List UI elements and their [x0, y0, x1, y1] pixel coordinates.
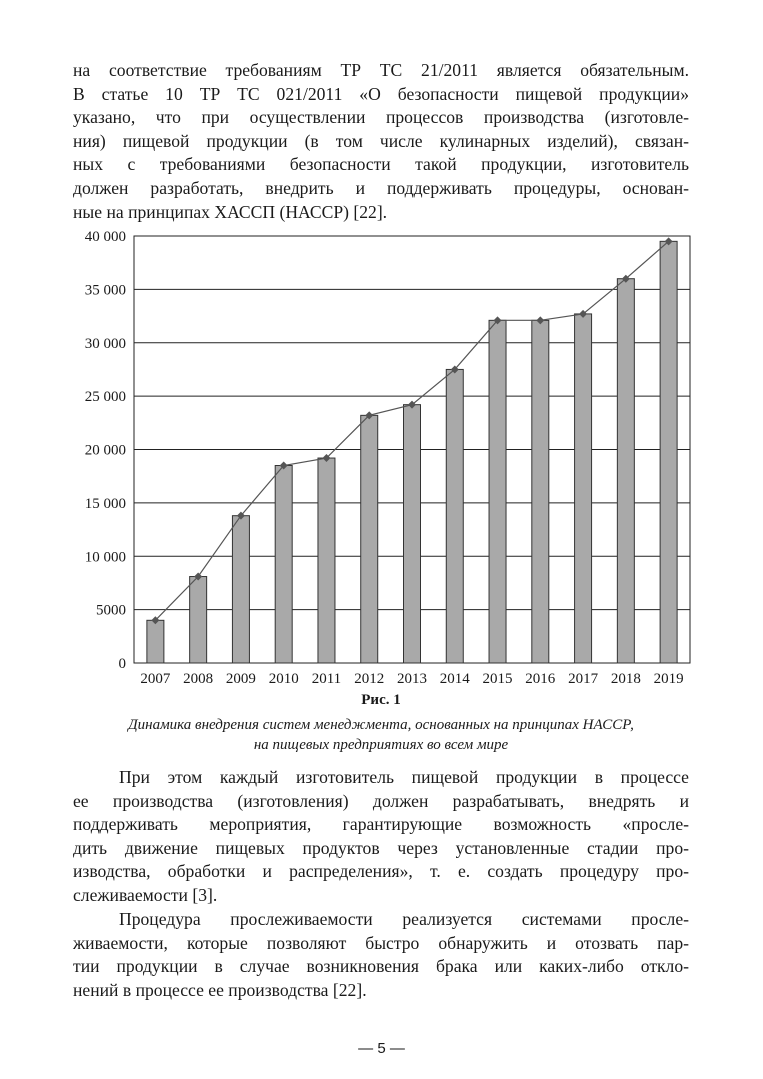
paragraph-2 [73, 766, 689, 908]
text-line: дить движение пищевых продуктов через установленные стадии про- [73, 837, 689, 858]
text-line: указано, что при осуществлении процессов производства (изготовле- [73, 107, 689, 128]
y-tick-label: 35 000 [84, 282, 126, 299]
text-line: В статье 10 ТР ТС 021/2011 «О безопасности пищевой продукции» [73, 83, 689, 104]
text-line: тии продукции в случае возникновения брака или каких-либо откло- [73, 956, 689, 977]
x-tick-label: 2008 [183, 671, 214, 687]
figure-caption [60, 715, 702, 755]
bar [489, 320, 506, 663]
y-tick-label: 25 000 [84, 389, 126, 406]
bar [660, 241, 677, 663]
text-line: Процедура прослеживаемости реализуется системами просле- [119, 909, 689, 929]
y-tick-label: 0 [118, 656, 126, 672]
figure-label: Рис. 1 [361, 692, 401, 708]
paragraph-1 [73, 59, 689, 224]
x-tick-label: 2015 [482, 671, 513, 687]
text-line: поддерживать мероприятия, гарантирующие возможность «просле- [73, 814, 689, 835]
bar [575, 314, 592, 663]
text-line: ные на принципах ХАССП (НАССР) [22]. [73, 201, 388, 222]
text-line: на соответствие требованиям ТР ТС 21/2011 является обязательным. [73, 60, 689, 80]
x-tick-label: 2009 [225, 671, 256, 687]
bar [532, 320, 549, 663]
text-line: должен разработать, внедрить и поддерживать процедуры, основан- [73, 177, 689, 198]
x-tick-label: 2010 [268, 671, 299, 687]
text-line: слеживаемости [3]. [73, 884, 218, 905]
bar [318, 458, 335, 663]
text-line: При этом каждый изготовитель пищевой продукции в процессе [119, 767, 689, 787]
bar-chart [60, 226, 702, 688]
y-tick-label: 30 000 [84, 335, 126, 352]
text-line: ных с требованиями безопасности такой продукции, изготовитель [73, 154, 689, 175]
bar [275, 466, 292, 663]
text-line: живаемости, которые позволяют быстро обнаружить и отозвать пар- [73, 932, 689, 953]
page-number: — 5 — [358, 1040, 405, 1057]
bar [617, 279, 634, 663]
x-tick-label: 2014 [439, 671, 470, 687]
x-tick-label: 2018 [610, 671, 641, 687]
bar [232, 516, 249, 663]
y-tick-label: 5000 [96, 602, 126, 619]
x-tick-label: 2007 [140, 671, 171, 687]
x-tick-label: 2017 [568, 671, 599, 687]
bar [446, 369, 463, 663]
x-tick-label: 2013 [397, 671, 427, 687]
bar [147, 620, 164, 663]
caption-line: на пищевых предприятиях во всем мире [253, 737, 509, 753]
y-tick-label: 40 000 [84, 229, 126, 245]
y-tick-label: 15 000 [84, 495, 126, 512]
y-tick-label: 10 000 [84, 549, 126, 566]
bar [190, 577, 207, 663]
caption-line: Динамика внедрения систем менеджмента, основанных на принципах НАССР, [128, 717, 634, 733]
x-tick-label: 2016 [525, 671, 556, 687]
x-tick-label: 2012 [354, 671, 385, 687]
x-tick-label: 2011 [311, 671, 342, 687]
text-line: изводства, обработки и распределения», т. е. создать процедуру про- [73, 861, 689, 882]
x-tick-label: 2019 [653, 671, 684, 687]
bar [404, 405, 421, 663]
y-tick-label: 20 000 [84, 442, 126, 459]
paragraph-3 [73, 908, 689, 1002]
text-line: нений в процессе ее производства [22]. [73, 979, 367, 1000]
text-line: ния) пищевой продукции (в том числе кулинарных изделий), связан- [73, 130, 689, 151]
text-line: ее производства (изготовления) должен разрабатывать, внедрять и [73, 790, 689, 811]
bar [361, 415, 378, 663]
